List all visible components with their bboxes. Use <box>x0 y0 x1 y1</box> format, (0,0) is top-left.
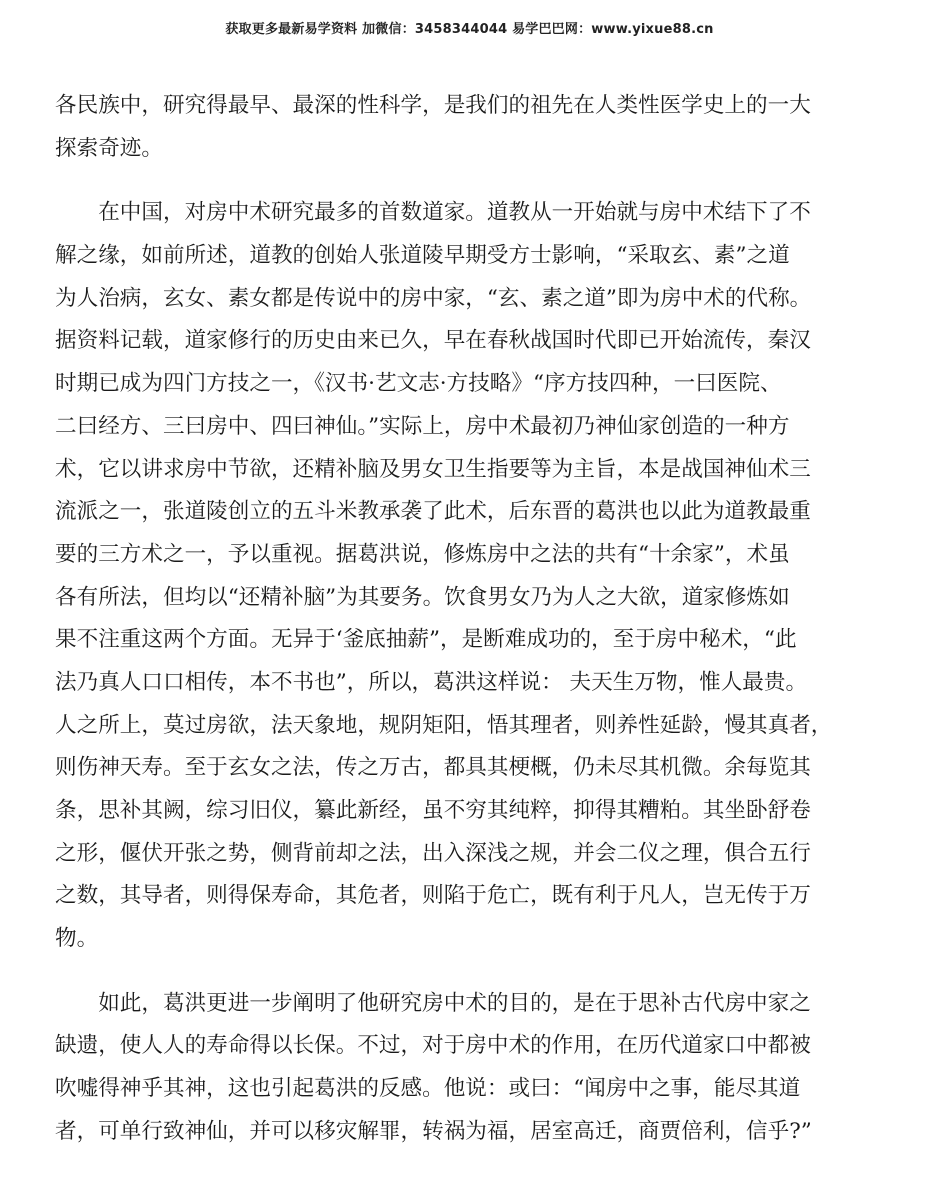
text-line: 条，思补其阙，综习旧仪，纂此新经，虽不穷其纯粹，抑得其糟粕。其坐卧舒卷 <box>55 798 811 823</box>
text-line: 各民族中，研究得最早、最深的性科学，是我们的祖先在人类性医学史上的一大 <box>55 93 811 118</box>
text-line: 吹嘘得神乎其神，这也引起葛洪的反感。他说：或曰：“闻房中之事，能尽其道 <box>55 1076 801 1102</box>
text-line: 物。 <box>55 926 99 952</box>
text-line: 者，可单行致神仙，并可以移灾解罪，转祸为福，居室高迁，商贾倍利，信乎?” <box>55 1118 812 1144</box>
text-line: 据资料记载，道家修行的历史由来已久，早在春秋战国时代即已开始流传，秦汉 <box>55 328 811 354</box>
text-line: 之形，偃伏开张之势，侧背前却之法，出入深浅之规，并会二仪之理，俱合五行 <box>55 840 811 866</box>
text-line: 术，它以讲求房中节欲，还精补脑及男女卫生指要等为主旨，本是战国神仙术三 <box>55 456 811 482</box>
document-body <box>55 85 890 1154</box>
text-line: 时期已成为四门方技之一，《汉书·艺文志·方技略》“序方技四种，一曰医院、 <box>55 371 782 397</box>
paragraph-2 <box>55 192 890 960</box>
text-line: 如此，葛洪更进一步阐明了他研究房中术的目的，是在于思补古代房中家之 <box>55 990 811 1016</box>
text-line: 则伤神天寿。至于玄女之法，传之万古，都具其梗概，仍未尽其机微。余每览其 <box>55 755 811 781</box>
text-line: 要的三方术之一，予以重视。据葛洪说，修炼房中之法的共有“十余家”，术虽 <box>55 541 790 567</box>
text-line: 各有所法，但均以“还精补脑”为其要务。饮食男女乃为人之大欲，道家修炼如 <box>55 584 790 610</box>
text-line: 之数，其导者，则得保寿命，其危者，则陷于危亡，既有利于凡人，岂无传于万 <box>55 883 811 909</box>
text-line: 流派之一，张道陵创立的五斗米教承袭了此术，后东晋的葛洪也以此为道教最重 <box>55 499 811 525</box>
paragraph-3 <box>55 983 890 1154</box>
paragraph-1 <box>55 85 890 170</box>
text-line: 解之缘，如前所述，道教的创始人张道陵早期受方士影响，“采取玄、素”之道 <box>55 243 790 269</box>
text-line: 探索奇迹。 <box>55 135 163 161</box>
text-line: 缺遗，使人人的寿命得以长保。不过，对于房中术的作用，在历代道家口中都被 <box>55 1033 811 1059</box>
text-line: 在中国，对房中术研究最多的首数道家。道教从一开始就与房中术结下了不 <box>55 200 811 226</box>
text-line: 为人治病，玄女、素女都是传说中的房中家，“玄、素之道”即为房中术的代称。 <box>55 285 812 311</box>
text-line: 果不注重这两个方面。无异于‘釜底抽薪”，是断难成功的，至于房中秘术，“此 <box>55 627 797 653</box>
text-line: 人之所上，莫过房欲，法天象地，规阴矩阳，悟其理者，则养性延龄，慢其真者， <box>55 712 833 738</box>
page-header: 获取更多最新易学资料 加微信：3458344044 易学巴巴网：www.yixue88.cn <box>225 22 714 37</box>
text-line: 法乃真人口口相传，本不书也”，所以，葛洪这样说： 夫天生万物，惟人最贵。 <box>55 669 808 695</box>
text-line: 二曰经方、三曰房中、四曰神仙。”实际上，房中术最初乃神仙家创造的一种方 <box>55 413 790 439</box>
